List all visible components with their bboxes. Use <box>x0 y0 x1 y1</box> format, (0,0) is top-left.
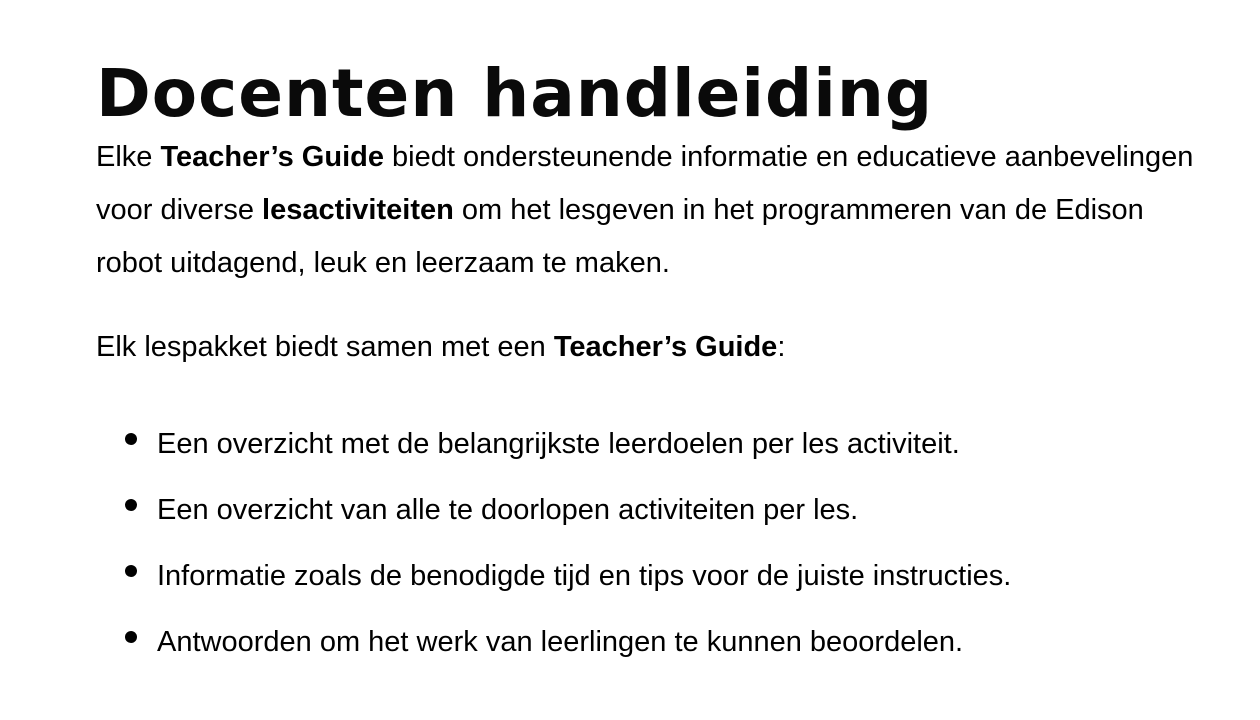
intro-text-2: biedt ondersteunende informatie en educatieve aanbevelingen voor diverse <box>96 141 1194 226</box>
bullet-icon <box>125 499 137 511</box>
lead-text-2: : <box>777 331 786 363</box>
list-item-text: Informatie zoals de benodigde tijd en tips voor de juiste instructies. <box>157 560 1012 592</box>
intro-bold-teachers-guide: Teacher’s Guide <box>160 141 384 173</box>
list-item-text: Antwoorden om het werk van leerlingen te kunnen beoordelen. <box>157 626 964 658</box>
list-item <box>96 424 1196 464</box>
intro-bold-lesactiviteiten: lesactiviteiten <box>262 194 454 226</box>
lead-paragraph <box>96 321 1196 374</box>
lead-bold-teachers-guide: Teacher’s Guide <box>553 331 778 363</box>
bullet-icon <box>125 631 137 643</box>
lead-text-1: Elk lespakket biedt samen met een <box>96 331 554 363</box>
bullet-list <box>96 424 1196 662</box>
list-item-text: Een overzicht met de belangrijkste leerdoelen per les activiteit. <box>157 428 960 460</box>
bullet-icon <box>125 565 137 577</box>
list-item <box>96 622 1196 662</box>
list-item-text: Een overzicht van alle te doorlopen activiteiten per les. <box>157 494 859 526</box>
document-page <box>96 52 1196 688</box>
page-title: Docenten handleiding <box>96 55 934 132</box>
bullet-icon <box>125 433 137 445</box>
intro-paragraph <box>96 131 1196 290</box>
list-item <box>96 490 1196 530</box>
list-item <box>96 556 1196 596</box>
intro-text-1: Elke <box>96 141 161 173</box>
intro-text-3: om het lesgeven in het programmeren van de Edison robot uitdagend, leuk en leerzaam te maken. <box>96 194 1144 279</box>
